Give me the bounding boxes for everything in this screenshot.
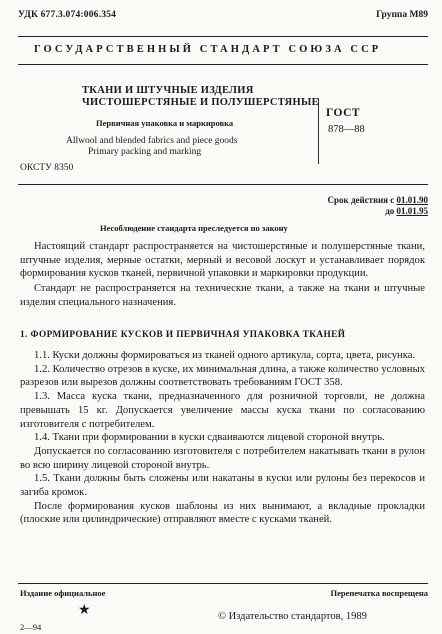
legal-notice: Несоблюдение стандарта преследуется по закону [100,223,288,233]
english-title-1: Allwool and blended fabrics and piece goods [66,136,238,146]
reprint-notice: Перепечатка воспрещена [330,588,428,598]
intro-paragraph: Настоящий стандарт распространяется на чистошерстяные и полушерстяные ткани, штучные изделия, мерные остатки, мерный и весовой лоскут и устанавливает порядок формирования кусков тканей, первичной упаковки и маркировки продукции. [20,241,425,280]
title-line-2: ЧИСТОШЕРСТЯНЫЕ И ПОЛУШЕРСТЯНЫЕ [82,97,319,108]
page-number: 2—94 [20,622,42,632]
title-line-1: ТКАНИ И ШТУЧНЫЕ ИЗДЕЛИЯ [82,85,254,96]
validity-to-date: 01.01.95 [396,206,428,216]
section-paragraph: После формирования кусков шаблоны из них вынимают, а вкладные прокладки (плоские или цилиндрические) отправляют вместе с кусками тканей. [20,500,425,526]
intro-paragraph: Стандарт не распространяется на технические ткани, а также на ткани и штучные изделия специального назначения. [20,283,425,308]
footer-rule [18,583,428,584]
copyright: © Издательство стандартов, 1989 [218,611,367,622]
top-rule-upper [18,36,428,37]
section-heading: 1. ФОРМИРОВАНИЕ КУСКОВ И ПЕРВИЧНАЯ УПАКОВКА ТКАНЕЙ [20,330,346,340]
intro-text [20,240,425,310]
star-icon: ★ [78,603,91,618]
english-title-2: Primary packing and marking [88,147,202,157]
group-code: Группа М89 [376,10,428,20]
validity-from-date: 01.01.90 [396,195,428,205]
top-rule-lower [18,64,428,65]
section-paragraph: 1.3. Масса куска ткани, предназначенного для розничной торговли, не должна превышать 15 кг. Допускается увеличение массы куска ткани по согласованию изготовителя с потребителем. [20,391,425,430]
state-standard-banner: ГОСУДАРСТВЕННЫЙ СТАНДАРТ СОЮЗА ССР [34,44,382,55]
title-divider [318,98,319,164]
validity-to [385,206,428,216]
section-body [20,349,425,527]
section-paragraph: 1.1. Куски должны формироваться из тканей одного артикула, сорта, цвета, рисунка. [34,350,416,361]
udk-code: УДК 677.3.074:006.354 [18,10,117,20]
validity-to-prefix: до [385,206,397,216]
section-paragraph: 1.5. Ткани должны быть сложены или накатаны в куски или рулоны без перекосов и загиба кромок. [20,473,425,499]
section-paragraph: 1.2. Количество отрезов в куске, их минимальная длина, а также количество условных разрезов или вырезов должны соответствовать требованиям ГОСТ 358. [20,363,425,389]
section-paragraph: 1.4. Ткани при формировании в куски сдваиваются лицевой стороной внутрь. [34,432,385,444]
validity-from-prefix: Срок действия с [327,195,397,205]
section-paragraph: Допускается по согласованию изготовителя с потребителем накатывать ткани в рулон во всю ширину лицевой стороной внутрь. [20,445,425,471]
okstu-code: ОКСТУ 8350 [20,163,74,173]
validity-from [328,195,429,205]
gost-number: 878—88 [328,124,365,135]
title-subtitle: Первичная упаковка и маркировка [96,118,234,128]
okstu-rule [18,184,428,185]
official-edition: Издание официальное [20,588,106,598]
gost-label: ГОСТ [326,107,361,119]
